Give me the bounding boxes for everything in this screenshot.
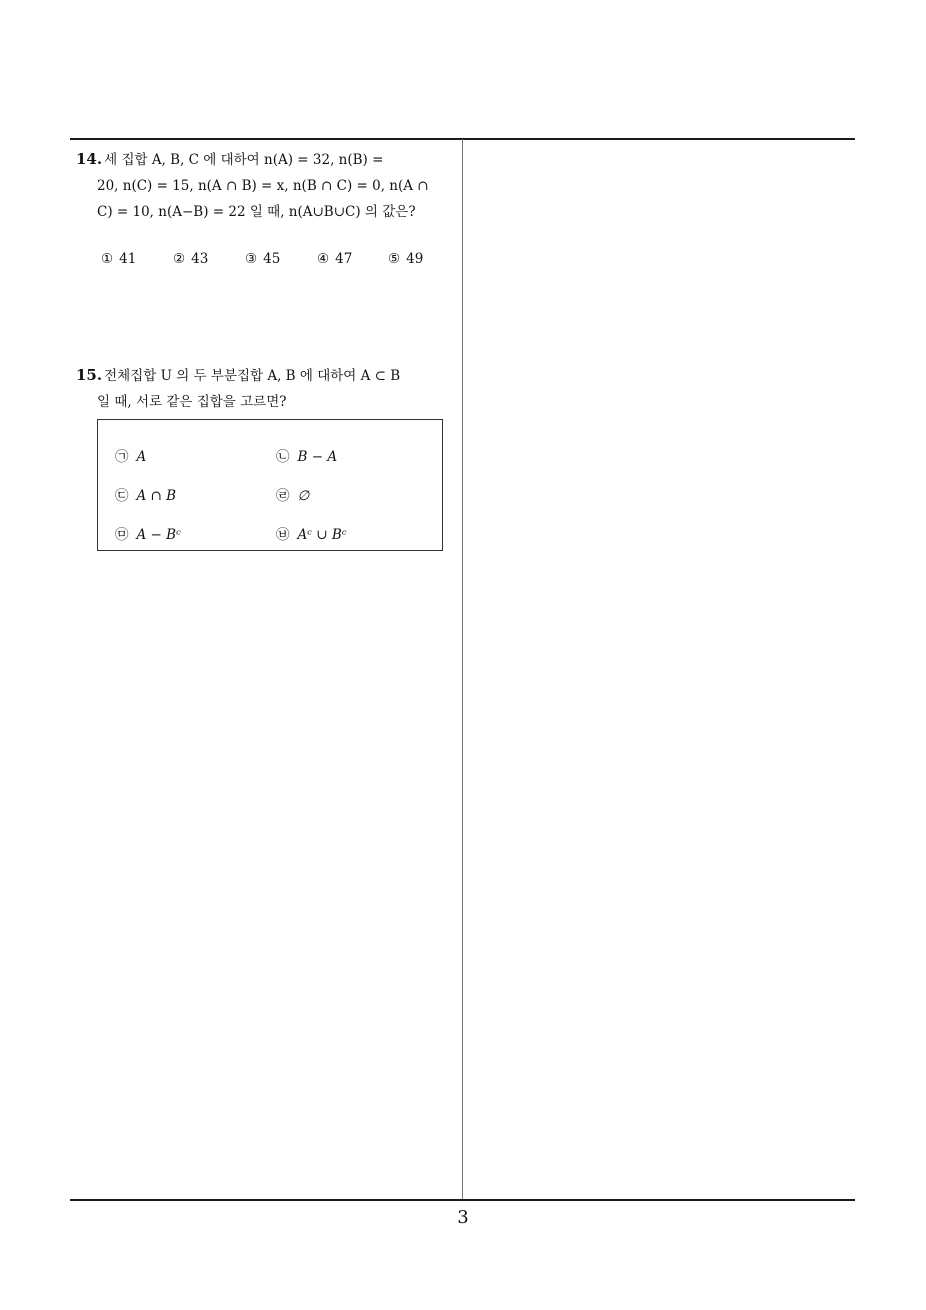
- column-divider: [462, 139, 463, 1200]
- box-item-1-mark: ㉠: [115, 449, 129, 465]
- choice-5-value: 49: [406, 251, 424, 267]
- box-item-2-expr: B − A: [297, 449, 338, 465]
- question-15-line-1: [76, 362, 456, 389]
- question-14-line-2: 20, n(C) = 15, n(A ∩ B) = x, n(B ∩ C) = 0, n(A ∩: [97, 178, 429, 194]
- box-item-3-mark: ㉢: [115, 488, 129, 504]
- box-item-1: [115, 445, 146, 465]
- box-item-2: [276, 445, 337, 465]
- choice-4-mark: ④: [317, 251, 330, 267]
- choice-1-value: 41: [119, 251, 137, 267]
- choice-1-mark: ①: [101, 251, 114, 267]
- box-item-5-expr: A − Bᶜ: [136, 527, 181, 543]
- choice-5-mark: ⑤: [388, 251, 401, 267]
- box-item-4-expr: ∅: [297, 488, 310, 504]
- choice-4-value: 47: [335, 251, 353, 267]
- question-15-option-box: [97, 419, 443, 551]
- box-item-6-mark: ㉥: [276, 527, 290, 543]
- box-item-2-mark: ㉡: [276, 449, 290, 465]
- box-item-6: [276, 523, 347, 543]
- question-14: [76, 146, 456, 225]
- box-item-5: [115, 523, 181, 543]
- box-item-4-mark: ㉣: [276, 488, 290, 504]
- box-item-3: [115, 484, 176, 504]
- choice-1[interactable]: [101, 251, 136, 267]
- choice-2-mark: ②: [173, 251, 186, 267]
- question-14-line-1: [76, 146, 456, 173]
- question-14-number: 14.: [76, 150, 103, 168]
- page-number: 3: [457, 1207, 469, 1228]
- box-item-1-expr: A: [136, 449, 147, 465]
- choice-2[interactable]: [173, 251, 208, 267]
- bottom-rule: [70, 1199, 855, 1201]
- choice-3-value: 45: [263, 251, 281, 267]
- question-14-text-1: 세 집합 A, B, C 에 대하여 n(A) = 32, n(B) =: [104, 152, 384, 168]
- question-14-line-3: C) = 10, n(A−B) = 22 일 때, n(A∪B∪C) 의 값은?: [97, 204, 416, 220]
- question-15-number: 15.: [76, 366, 103, 384]
- box-item-5-mark: ㉤: [115, 527, 129, 543]
- choice-3-mark: ③: [245, 251, 258, 267]
- box-item-4: [276, 484, 309, 504]
- choice-5[interactable]: [388, 251, 423, 267]
- box-item-6-expr: Aᶜ ∪ Bᶜ: [297, 527, 347, 543]
- choice-4[interactable]: [317, 251, 352, 267]
- question-15-line-2: 일 때, 서로 같은 집합을 고르면?: [97, 394, 287, 410]
- question-15: [76, 362, 456, 415]
- question-15-text-1: 전체집합 U 의 두 부분집합 A, B 에 대하여 A ⊂ B: [104, 368, 401, 384]
- choice-3[interactable]: [245, 251, 280, 267]
- box-item-3-expr: A ∩ B: [136, 488, 177, 504]
- choice-2-value: 43: [191, 251, 209, 267]
